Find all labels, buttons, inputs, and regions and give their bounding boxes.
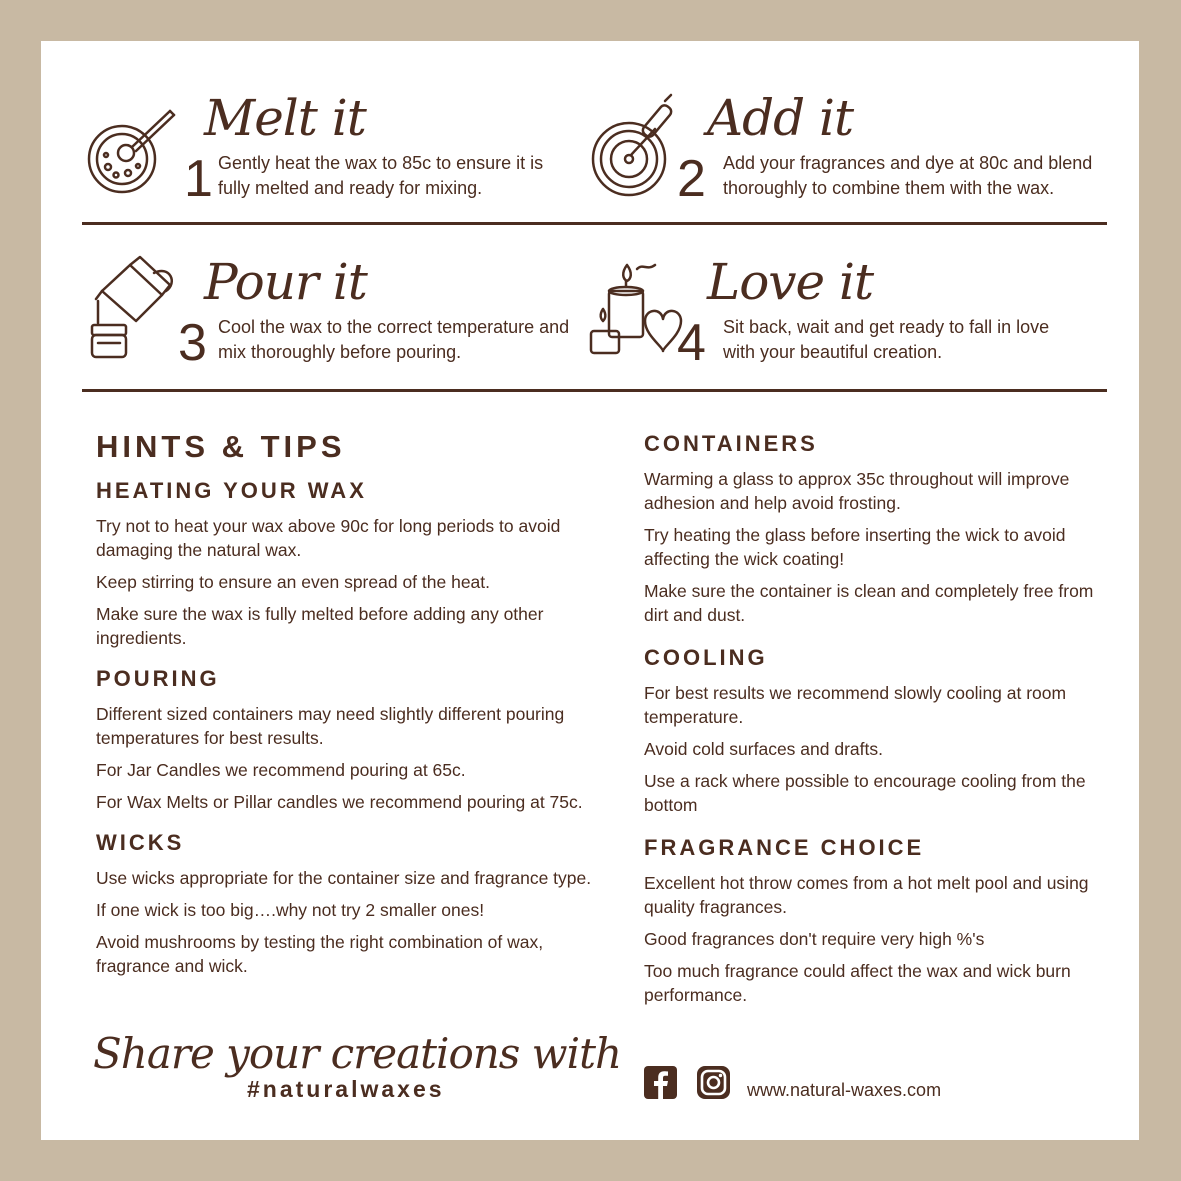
tip-text: Excellent hot throw comes from a hot melt pool and using quality fragrances. xyxy=(644,873,1089,917)
step-title: Melt it xyxy=(204,89,366,147)
tip-text: Use a rack where possible to encourage cooling from the bottom xyxy=(644,771,1086,815)
step-title: Add it xyxy=(707,89,854,147)
step-number: 4 xyxy=(677,314,706,372)
hints-left-column xyxy=(96,431,596,978)
tip-text: Keep stirring to ensure an even spread of the heat. xyxy=(96,572,491,592)
candles-heart-icon xyxy=(589,251,689,366)
tip-text: For Jar Candles we recommend pouring at 65c. xyxy=(96,760,466,780)
divider xyxy=(82,389,1107,392)
tip-text: Try heating the glass before inserting the wick to avoid affecting the wick coating! xyxy=(644,525,1066,569)
tip-text: If one wick is too big….why not try 2 smaller ones! xyxy=(96,900,485,920)
step-add xyxy=(589,89,1109,239)
hints-right-column xyxy=(644,433,1114,1007)
tip-text: Make sure the container is clean and completely free from dirt and dust. xyxy=(644,581,1094,625)
section-heading: POURING xyxy=(96,666,220,691)
tip-text: Warming a glass to approx 35c throughout will improve adhesion and help avoid frosting. xyxy=(644,469,1070,513)
step-description: Add your fragrances and dye at 80c and blend thoroughly to combine them with the wax. xyxy=(723,153,1093,198)
tip-text: Try not to heat your wax above 90c for long periods to avoid damaging the natural wax. xyxy=(96,516,561,560)
pouring-jug-icon xyxy=(86,251,186,366)
melting-pot-icon xyxy=(86,89,186,199)
section-heading: HEATING YOUR WAX xyxy=(96,478,367,503)
step-pour xyxy=(86,251,606,401)
tip-text: Make sure the wax is fully melted before adding any other ingredients. xyxy=(96,604,544,648)
step-description: Sit back, wait and get ready to fall in love with your beautiful creation. xyxy=(723,317,1050,362)
divider xyxy=(82,222,1107,225)
section-heading: WICKS xyxy=(96,830,185,855)
share-tagline: Share your creations with xyxy=(93,1029,621,1078)
section-heading: COOLING xyxy=(644,645,768,670)
tip-text: Different sized containers may need slightly different pouring temperatures for best results. xyxy=(96,704,565,748)
section-heading: CONTAINERS xyxy=(644,431,818,456)
step-love xyxy=(589,251,1109,401)
tip-text: Good fragrances don't require very high %'s xyxy=(644,929,985,949)
instruction-card xyxy=(41,41,1139,1140)
step-title: Love it xyxy=(707,253,874,311)
instagram-icon[interactable] xyxy=(697,1066,730,1099)
facebook-icon[interactable] xyxy=(644,1066,677,1099)
step-description: Gently heat the wax to 85c to ensure it is fully melted and ready for mixing. xyxy=(218,153,544,198)
tip-text: Use wicks appropriate for the container size and fragrance type. xyxy=(96,868,592,888)
website-link[interactable]: www.natural-waxes.com xyxy=(747,1080,942,1100)
step-melt xyxy=(86,89,606,239)
tip-text: Avoid mushrooms by testing the right combination of wax, fragrance and wick. xyxy=(96,932,544,976)
tip-text: For best results we recommend slowly cooling at room temperature. xyxy=(644,683,1067,727)
step-description: Cool the wax to the correct temperature and mix thoroughly before pouring. xyxy=(218,317,570,362)
step-number: 3 xyxy=(178,314,207,372)
step-number: 1 xyxy=(184,150,213,208)
hashtag: #naturalwaxes xyxy=(247,1076,445,1102)
section-heading: FRAGRANCE CHOICE xyxy=(644,835,925,860)
hints-title: HINTS & TIPS xyxy=(96,429,346,464)
step-number: 2 xyxy=(677,150,706,208)
tip-text: Avoid cold surfaces and drafts. xyxy=(644,739,883,759)
step-title: Pour it xyxy=(204,253,367,311)
tip-text: Too much fragrance could affect the wax and wick burn performance. xyxy=(644,961,1071,1005)
tip-text: For Wax Melts or Pillar candles we recommend pouring at 75c. xyxy=(96,792,583,812)
